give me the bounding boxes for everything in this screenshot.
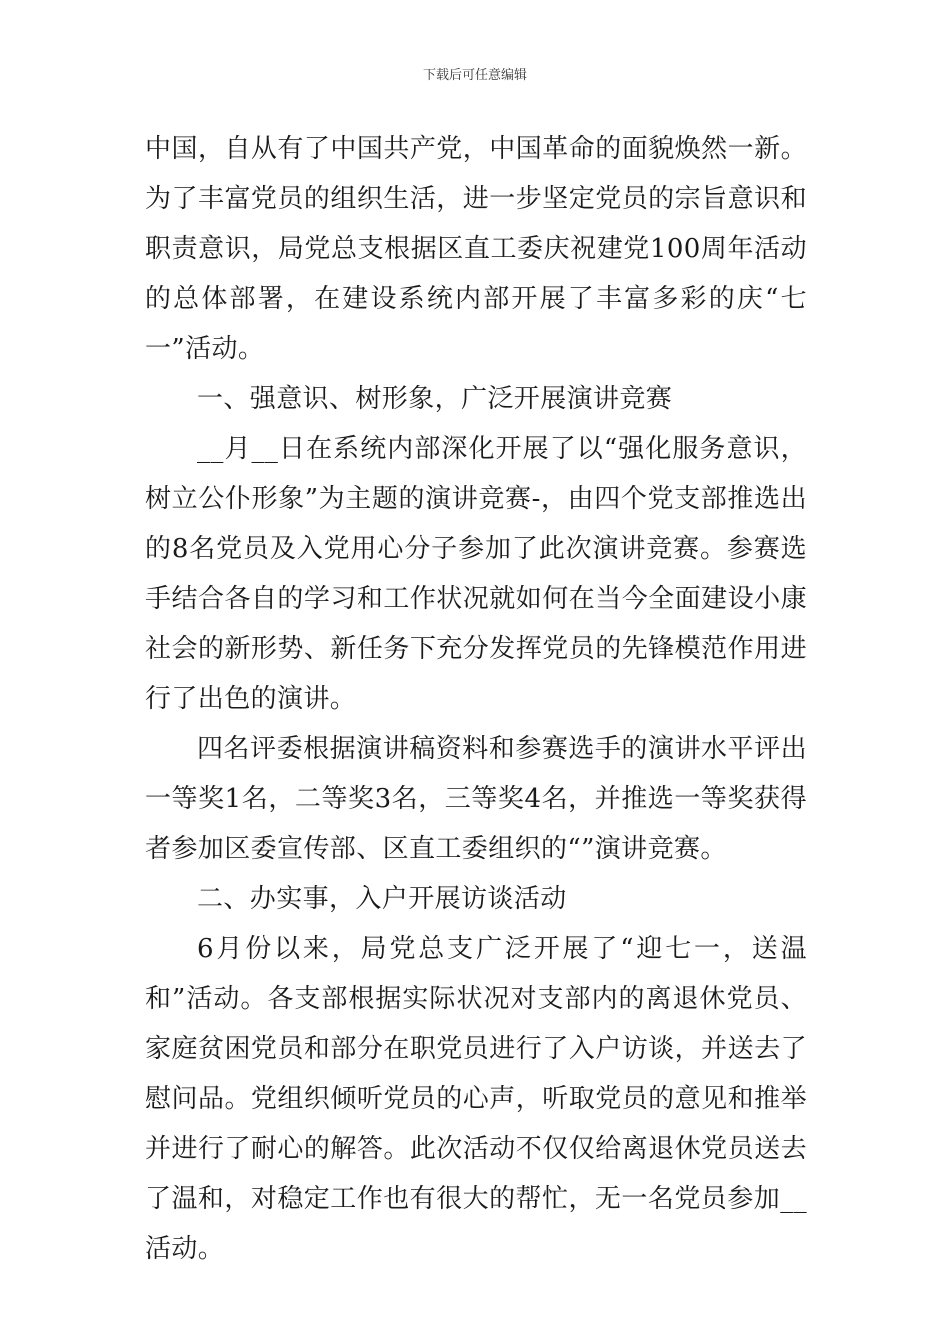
section-heading-home-visits: 二、办实事，入户开展访谈活动 bbox=[197, 884, 567, 914]
paragraph-awards: 四名评委根据演讲稿资料和参赛选手的演讲水平评出一等奖1名，二等奖3名，三等奖4名，并推选一等奖获得者参加区委宣传部、区直工委组织的“”演讲竞赛。 bbox=[145, 734, 807, 864]
paragraph-home-visits: 6月份以来，局党总支广泛开展了“迎七一，送温和”活动。各支部根据实际状况对支部内的离退休党员、家庭贫困党员和部分在职党员进行了入户访谈，并送去了慰问品。党组织倾听党员的心声，听取党员的意见和推举并进行了耐心的解答。此次活动不仅仅给离退休党员送去了温和，对稳定工作也有很大的帮忙，无一名党员参加__活动。 bbox=[145, 934, 807, 1264]
section-heading-speech-contest: 一、强意识、树形象，广泛开展演讲竞赛 bbox=[197, 384, 673, 414]
document-body bbox=[145, 124, 807, 1274]
paragraph-intro: 中国，自从有了中国共产党，中国革命的面貌焕然一新。为了丰富党员的组织生活，进一步坚定党员的宗旨意识和职责意识，局党总支根据区直工委庆祝建党100周年活动的总体部署，在建设系统内部开展了丰富多彩的庆“七一”活动。 bbox=[145, 134, 807, 364]
page-header: 下载后可任意编辑 bbox=[422, 68, 527, 83]
paragraph-speech-contest: __月__日在系统内部深化开展了以“强化服务意识，树立公仆形象”为主题的演讲竞赛-，由四个党支部推选出的8名党员及入党用心分子参加了此次演讲竞赛。参赛选手结合各自的学习和工作状况就如何在当今全面建设小康社会的新形势、新任务下充分发挥党员的先锋模范作用进行了出色的演讲。 bbox=[145, 434, 807, 714]
